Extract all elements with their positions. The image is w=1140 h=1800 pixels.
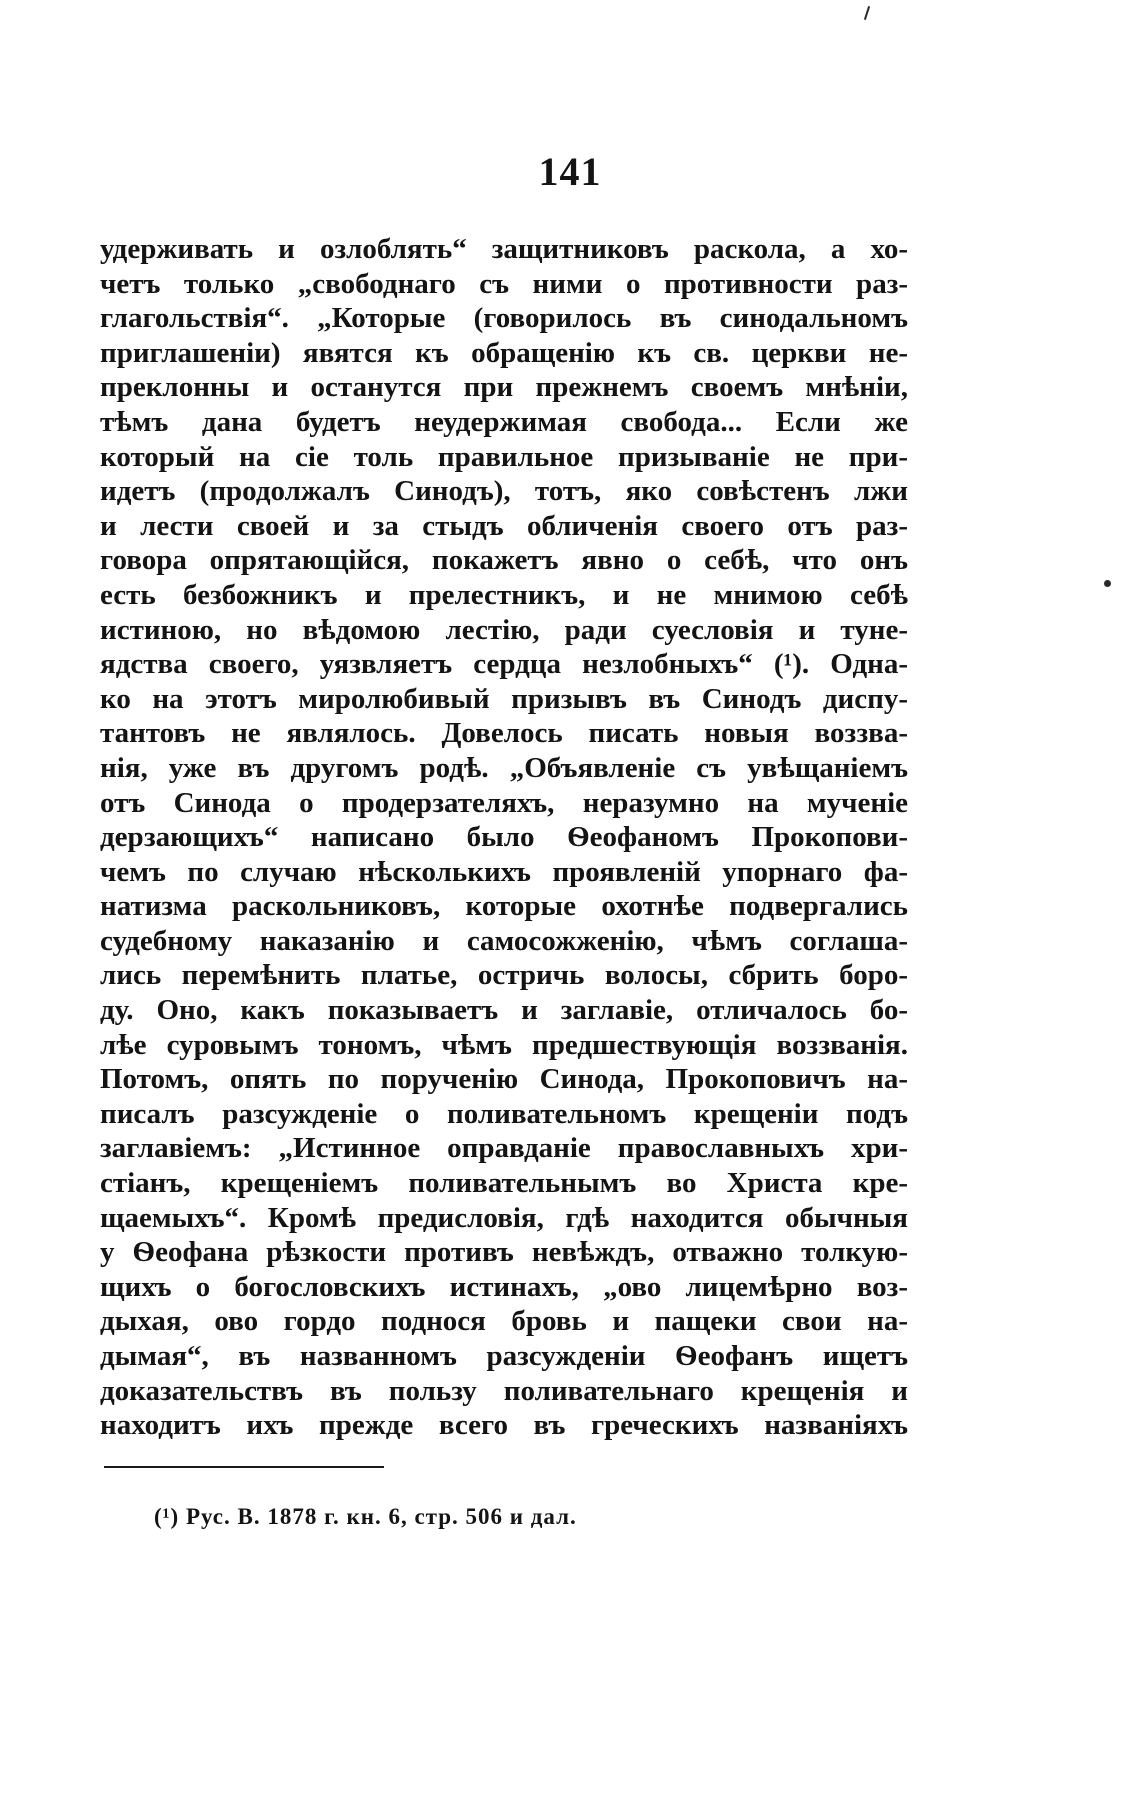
- text-line: отъ Синода о продерзателяхъ, неразумно на мученіе: [100, 786, 908, 819]
- footnote: (¹) Рус. В. 1878 г. кн. 6, стр. 506 и дал.: [154, 1504, 577, 1529]
- text-line: истиною, но вѣдомою лестію, ради суесловія и туне-: [100, 613, 908, 646]
- text-line: который на сіе толь правильное призываніе не при-: [100, 440, 908, 473]
- text-line: четъ только „свободнаго съ ними о противности раз-: [100, 267, 908, 300]
- text-line: щаемыхъ“. Кромѣ предисловія, гдѣ находится обычныя: [100, 1201, 908, 1234]
- footnote-rule: [104, 1466, 384, 1468]
- text-line: доказательствъ въ пользу поливательнаго крещенія и: [100, 1374, 908, 1407]
- text-line: удерживать и озлоблять“ защитниковъ раскола, а хо-: [100, 233, 908, 265]
- text-line: глагольствія“. „Которые (говорилось въ синодальномъ: [100, 302, 908, 335]
- text-line: тѣмъ дана будетъ неудержимая свобода... Если же: [100, 405, 908, 438]
- text-line: тантовъ не являлось. Довелось писать новыя воззва-: [100, 717, 908, 750]
- body-text: [100, 232, 908, 1443]
- text-line: преклонны и останутся при прежнемъ своемъ мнѣніи,: [100, 371, 908, 404]
- text-line: приглашеніи) явятся къ обращенію къ св. церкви не-: [100, 336, 908, 369]
- text-line: лѣе суровымъ тономъ, чѣмъ предшествующія воззванія.: [100, 1028, 908, 1061]
- text-line: дерзающихъ“ написано было Ѳеофаномъ Прокопови-: [100, 821, 908, 854]
- text-line: нія, уже въ другомъ родѣ. „Объявленіе съ увѣщаніемъ: [100, 751, 908, 784]
- text-line: есть безбожникъ и прелестникъ, и не мнимою себѣ: [100, 578, 908, 611]
- text-line: ко на этотъ миролюбивый призывъ въ Синодъ диспу-: [100, 682, 908, 715]
- text-line: натизма раскольниковъ, которые охотнѣе подвергались: [100, 890, 908, 923]
- text-line: и лести своей и за стыдъ обличенія своего отъ раз-: [100, 509, 908, 542]
- text-line: у Ѳеофана рѣзкости противъ невѣждъ, отважно толкую-: [100, 1236, 908, 1269]
- text-line: Потомъ, опять по порученію Синода, Прокоповичъ на-: [100, 1063, 908, 1096]
- text-line: ядства своего, уязвляетъ сердца незлобныхъ“ (¹). Одна-: [100, 648, 908, 681]
- text-line: находитъ ихъ прежде всего въ греческихъ названіяхъ: [100, 1409, 908, 1442]
- text-line: дымая“, въ названномъ разсужденіи Ѳеофанъ ищетъ: [100, 1340, 908, 1372]
- text-line: судебному наказанію и самосожженію, чѣмъ соглаша-: [100, 924, 908, 957]
- text-line: щихъ о богословскихъ истинахъ, „ово лицемѣрно воз-: [100, 1270, 908, 1303]
- scan-mark-right: [1104, 580, 1111, 587]
- text-line: дыхая, ово гордо поднося бровь и пащеки свои на-: [100, 1305, 908, 1338]
- text-line: говора опрятающійся, покажетъ явно о себѣ, что онъ: [100, 544, 908, 577]
- text-line: писалъ разсужденіе о поливательномъ крещеніи подъ: [100, 1097, 908, 1130]
- text-line: стіанъ, крещеніемъ поливательнымъ во Христа кре-: [100, 1167, 908, 1200]
- text-line: идетъ (продолжалъ Синодъ), тотъ, яко совѣстенъ лжи: [100, 475, 908, 508]
- text-line: ду. Оно, какъ показываетъ и заглавіе, отличалось бо-: [100, 994, 908, 1027]
- scan-mark-top: [864, 6, 870, 20]
- page-number: 141: [538, 149, 602, 194]
- text-line: чемъ по случаю нѣсколькихъ проявленій упорнаго фа-: [100, 855, 908, 888]
- text-line: заглавіемъ: „Истинное оправданіе православныхъ хри-: [100, 1132, 908, 1165]
- text-line: лись перемѣнить платье, остричь волосы, сбрить боро-: [100, 959, 908, 992]
